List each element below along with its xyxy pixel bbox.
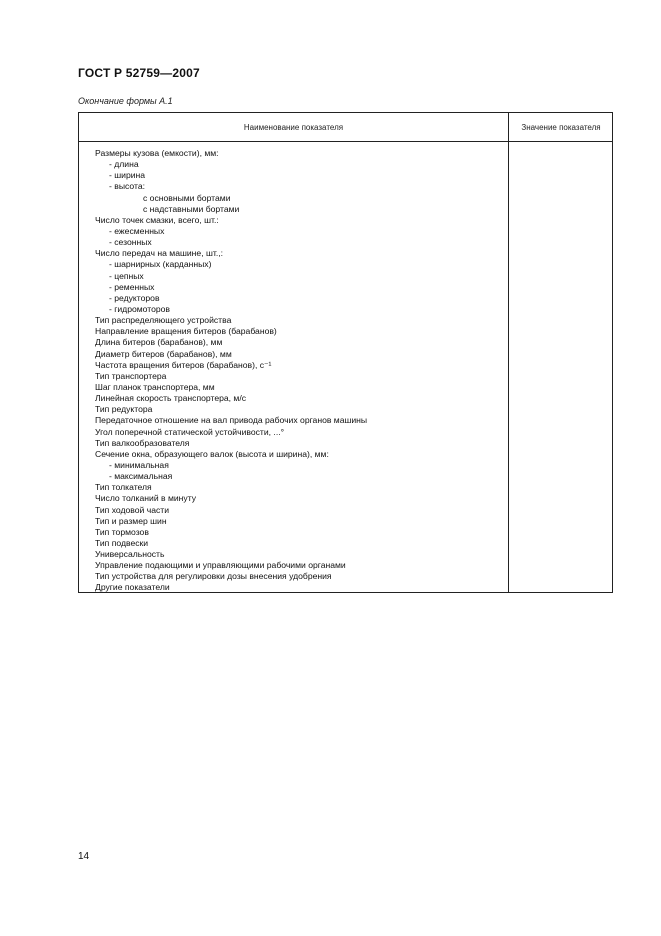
indicator-row: Направление вращения битеров (барабанов): [95, 326, 277, 337]
indicator-row: Частота вращения битеров (барабанов), с⁻¹: [95, 359, 272, 370]
indicator-row: - шарнирных (карданных): [109, 259, 212, 270]
header-divider: [79, 141, 612, 142]
indicator-row: Сечение окна, образующего валок (высота и ширина), мм:: [95, 448, 329, 459]
indicator-row: Число точек смазки, всего, шт.:: [95, 214, 219, 225]
indicator-row: с надставными бортами: [143, 203, 240, 214]
indicator-row: Угол поперечной статической устойчивости, ...°: [95, 426, 285, 437]
indicator-row: Тип распределяющего устройства: [95, 315, 232, 326]
indicators-table: [78, 112, 613, 593]
indicator-row: Передаточное отношение на вал привода рабочих органов машины: [95, 415, 368, 426]
indicator-row: - ременных: [109, 281, 155, 292]
indicator-row: - гидромоторов: [109, 303, 170, 314]
indicator-row: - цепных: [109, 270, 144, 281]
indicator-row: - ежесменных: [109, 225, 165, 236]
column-header-name: Наименование показателя: [243, 122, 344, 132]
indicator-row: с основными бортами: [143, 192, 231, 203]
column-divider: [508, 113, 509, 592]
indicator-row: Длина битеров (барабанов), мм: [95, 337, 223, 348]
indicator-row: - ширина: [109, 170, 146, 181]
indicator-row: Число передач на машине, шт.,:: [95, 248, 224, 259]
indicator-row: Другие показатели: [95, 582, 170, 593]
indicator-row: - длина: [109, 159, 139, 170]
indicator-row: - максимальная: [109, 471, 173, 482]
indicator-row: Тип толкателя: [95, 482, 152, 493]
indicator-row: Универсальность: [95, 549, 165, 560]
indicator-row: Линейная скорость транспортера, м/с: [95, 393, 247, 404]
indicator-row: Управление подающими и управляющими рабочими органами: [95, 560, 346, 571]
indicator-row: Тип валкообразователя: [95, 437, 190, 448]
page-number: 14: [78, 851, 90, 862]
indicator-row: - редукторов: [109, 292, 160, 303]
indicator-row: Размеры кузова (емкости), мм:: [95, 148, 219, 158]
indicator-row: Диаметр битеров (барабанов), мм: [95, 348, 232, 359]
table-caption: Окончание формы А.1: [78, 96, 173, 106]
indicator-row: Тип транспортера: [95, 370, 167, 381]
indicator-row: Тип ходовой части: [95, 504, 170, 515]
indicator-row: Тип подвески: [95, 537, 149, 548]
indicator-row: - минимальная: [109, 459, 169, 470]
indicator-row: Число толканий в минуту: [95, 493, 197, 504]
indicator-row: Тип тормозов: [95, 526, 149, 537]
indicator-row: - сезонных: [109, 237, 152, 248]
document-title: ГОСТ Р 52759—2007: [78, 66, 200, 80]
indicator-row: - высота:: [109, 181, 145, 192]
indicator-list: [79, 148, 508, 594]
indicator-row: Шаг планок транспортера, мм: [95, 381, 215, 392]
column-header-value: Значение показателя: [521, 122, 601, 132]
indicator-row: Тип устройства для регулировки дозы внесения удобрения: [95, 571, 332, 582]
indicator-row: Тип редуктора: [95, 404, 153, 415]
indicator-row: Тип и размер шин: [95, 515, 167, 526]
